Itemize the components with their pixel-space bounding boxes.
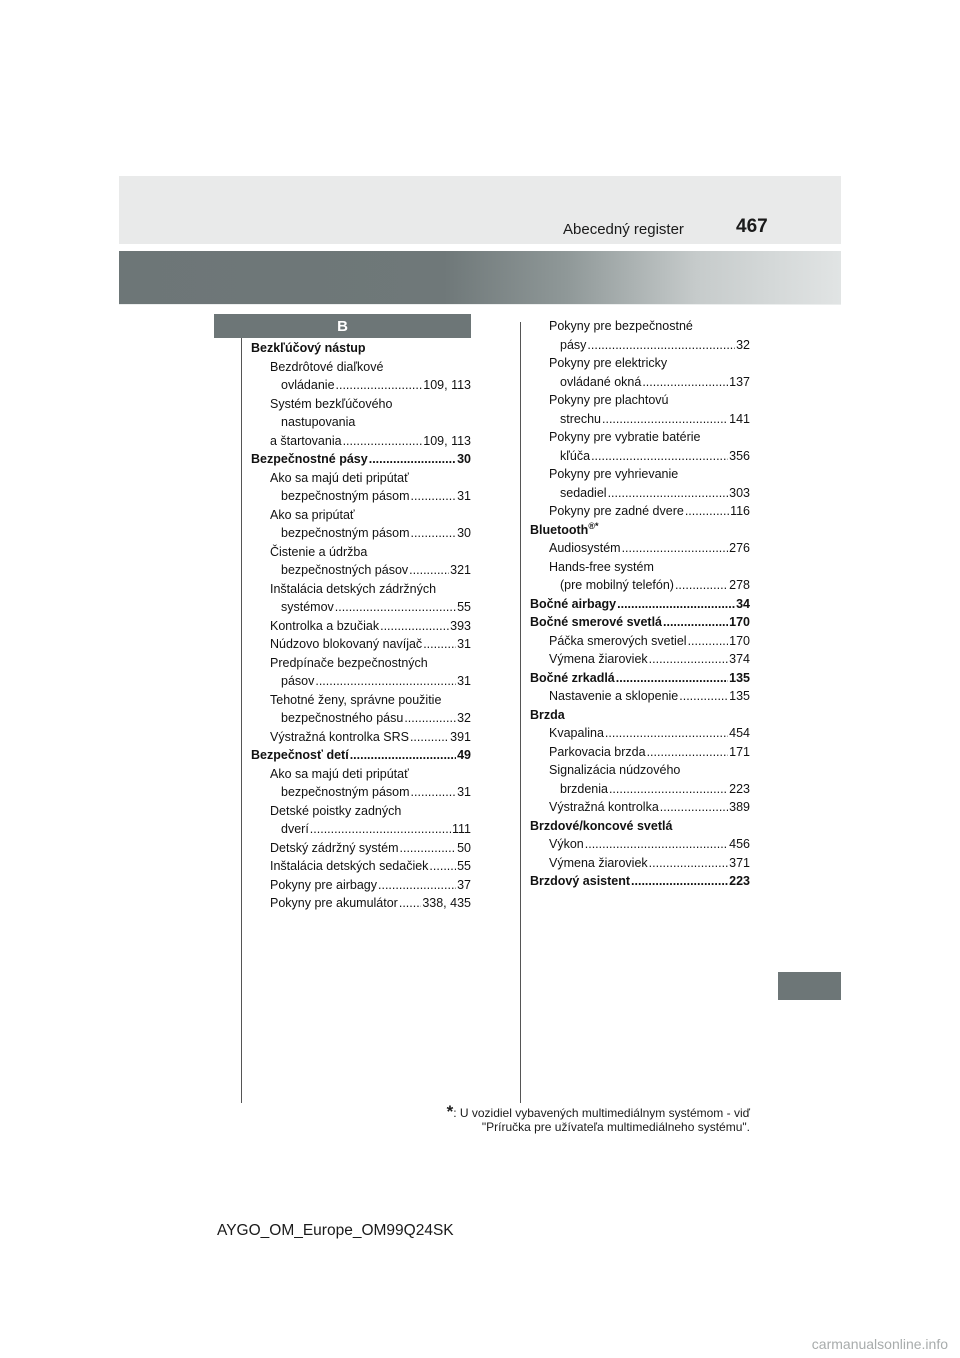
index-entry-term: Bluetooth®* <box>530 520 599 537</box>
index-entry-page: 30 <box>457 452 471 466</box>
index-entry <box>530 502 750 521</box>
index-entry <box>251 765 471 784</box>
index-entry-term: sedadiel <box>560 485 607 500</box>
index-entry <box>251 672 471 691</box>
index-entry-page: 391 <box>450 729 471 744</box>
index-entry-page: 55 <box>457 859 471 873</box>
index-entry <box>530 669 750 688</box>
index-entry-page: 303 <box>729 485 750 500</box>
index-entry <box>530 613 750 632</box>
dot-leader <box>649 854 728 873</box>
index-entry-page: 116 <box>730 504 750 518</box>
index-entry-term: kľúča <box>560 448 591 463</box>
index-entry <box>530 317 750 336</box>
index-entry-term: Pokyny pre airbagy <box>270 877 378 892</box>
footer-document-code: AYGO_OM_Europe_OM99Q24SK <box>217 1222 454 1239</box>
index-entry-term: Audiosystém <box>549 541 621 555</box>
index-entry <box>251 395 471 414</box>
index-entry <box>251 358 471 377</box>
dot-leader <box>380 617 449 636</box>
index-entry-page: 32 <box>457 711 471 725</box>
index-entry-term: Výstražná kontrolka <box>549 800 659 814</box>
index-entry-page: 374 <box>729 652 750 666</box>
index-entry <box>530 872 750 891</box>
index-entry-term: Pokyny pre vybratie batérie <box>549 430 701 444</box>
index-entry-term: ovládané okná <box>560 374 642 389</box>
index-entry <box>530 558 750 577</box>
index-entry-term: Výstražná kontrolka SRS <box>270 729 409 744</box>
index-entry-page: 276 <box>729 541 750 555</box>
index-entry-term: Inštalácia detských sedačiek <box>270 859 429 873</box>
index-entry-page: 223 <box>729 874 750 888</box>
index-entry <box>530 724 750 743</box>
index-entry <box>251 487 471 506</box>
index-entry-term: brzdenia <box>560 781 608 796</box>
index-entry <box>530 706 750 725</box>
dot-leader <box>404 709 456 728</box>
dot-leader <box>369 450 456 469</box>
index-entry-term: Detské poistky zadných <box>270 803 402 818</box>
index-entry <box>530 465 750 484</box>
index-entry <box>530 484 750 503</box>
index-entry-term: Núdzovo blokovaný navíjač <box>270 637 423 651</box>
index-entry <box>530 595 750 614</box>
index-entry-term: Bezkľúčový nástup <box>251 341 366 355</box>
footnote-line-1 <box>446 1102 750 1121</box>
index-entry-term: Brzda <box>530 707 565 722</box>
index-entry-term: Ako sa majú deti pripútať <box>270 766 409 781</box>
index-entry <box>251 802 471 821</box>
index-entry <box>251 709 471 728</box>
index-entry-page: 170 <box>729 633 750 648</box>
index-entry-term: Pokyny pre vyhrievanie <box>549 467 679 481</box>
index-entry-page: 55 <box>457 600 471 614</box>
index-entry-page: 393 <box>450 618 471 633</box>
index-entry-page: 454 <box>729 726 750 740</box>
dot-leader <box>429 857 456 876</box>
index-entry-page: 31 <box>457 674 471 688</box>
index-entry-page: 371 <box>729 855 750 870</box>
dot-leader <box>616 669 728 688</box>
index-entry-term: Systém bezkľúčového <box>270 396 393 411</box>
index-entry-term: Brzdový asistent <box>530 874 631 888</box>
index-entry-term: Kvapalina <box>549 726 604 740</box>
index-entry <box>530 539 750 558</box>
index-entry-term: bezpečnostného pásu <box>281 711 404 725</box>
index-entry <box>530 780 750 799</box>
dot-leader <box>617 595 735 614</box>
index-entry-term: bezpečnostným pásom <box>281 785 410 799</box>
index-entry-term: dverí <box>281 822 309 836</box>
index-entry <box>530 835 750 854</box>
dot-leader <box>679 687 728 706</box>
section-letter-header: B <box>214 314 471 338</box>
dot-leader <box>399 894 421 913</box>
index-entry <box>530 391 750 410</box>
dot-leader <box>400 839 457 858</box>
dot-leader <box>587 336 735 355</box>
index-entry-page: 135 <box>729 670 750 685</box>
index-entry-page: 109, 113 <box>423 433 471 448</box>
index-entry-page: 31 <box>457 785 471 799</box>
index-entry-term: strechu <box>560 411 601 426</box>
index-entry-term: Výmena žiaroviek <box>549 855 648 870</box>
index-entry-term: Pokyny pre akumulátor <box>270 896 398 910</box>
footnote-line-2: "Príručka pre užívateľa multimediálneho systému". <box>481 1120 750 1134</box>
index-entry-term: systémov <box>281 600 334 614</box>
index-entry <box>251 432 471 451</box>
index-entry <box>251 561 471 580</box>
index-entry-page: 170 <box>729 615 750 629</box>
index-entry-term: Ako sa majú deti pripútať <box>270 470 409 485</box>
index-entry <box>251 857 471 876</box>
dot-leader <box>609 780 728 799</box>
index-entry-page: 171 <box>729 744 750 759</box>
index-entry <box>530 354 750 373</box>
index-entry-term: Detský zádržný systém <box>270 840 399 855</box>
index-entry-page: 456 <box>729 837 750 851</box>
index-entry-term: (pre mobilný telefón) <box>560 578 674 592</box>
dot-leader <box>675 576 728 595</box>
index-entry-term: ovládanie <box>281 378 335 392</box>
index-entry-page: 111 <box>451 822 471 836</box>
index-entry-term: Pokyny pre elektricky <box>549 356 668 370</box>
index-entry <box>530 743 750 762</box>
index-entry <box>251 654 471 673</box>
index-entry <box>251 543 471 562</box>
index-entry-term: bezpečnostným pásom <box>281 489 410 503</box>
dot-leader <box>335 598 456 617</box>
index-entry <box>530 761 750 780</box>
index-entry-page: 338, 435 <box>422 896 471 910</box>
banner-divider <box>119 304 841 305</box>
index-entry <box>530 521 750 540</box>
index-entry-page: 31 <box>457 489 471 503</box>
index-entry <box>530 632 750 651</box>
index-entry-term: Výmena žiaroviek <box>549 652 648 666</box>
index-entry-term: Ako sa pripútať <box>270 507 355 522</box>
column-divider-middle <box>520 322 521 1103</box>
dot-leader <box>608 484 729 503</box>
index-column-2 <box>530 317 750 891</box>
index-entry <box>530 817 750 836</box>
dot-leader <box>605 724 728 743</box>
index-entry <box>530 336 750 355</box>
index-entry <box>251 450 471 469</box>
index-entry <box>251 894 471 913</box>
index-entry-page: 50 <box>457 840 471 855</box>
footnote-text-1: : U vozidiel vybavených multimediálnym systémom - viď <box>453 1106 750 1120</box>
footnote <box>446 1102 750 1134</box>
dot-leader <box>378 876 456 895</box>
index-entry <box>251 617 471 636</box>
index-entry-page: 141 <box>729 411 750 426</box>
index-entry-term: pásy <box>560 337 587 352</box>
index-entry-term: Bočné smerové svetlá <box>530 615 663 629</box>
dot-leader <box>423 635 456 654</box>
index-entry-page: 389 <box>729 800 750 814</box>
index-entry-page: 32 <box>736 337 750 352</box>
index-entry-page: 135 <box>729 689 750 703</box>
index-entry <box>251 820 471 839</box>
index-entry <box>530 798 750 817</box>
index-entry-term: Pokyny pre bezpečnostné <box>549 319 693 333</box>
index-entry-page: 137 <box>729 374 750 389</box>
index-entry-term: Pokyny pre zadné dvere <box>549 504 684 518</box>
index-entry <box>251 339 471 358</box>
index-entry <box>251 580 471 599</box>
index-entry-page: 223 <box>729 781 750 796</box>
index-entry <box>530 650 750 669</box>
index-entry-page: 321 <box>450 563 471 577</box>
index-entry <box>530 428 750 447</box>
index-entry-page: 356 <box>729 448 750 463</box>
index-entry <box>251 506 471 525</box>
index-entry <box>251 376 471 395</box>
superscript-mark: ®* <box>588 520 599 531</box>
dot-leader <box>585 835 728 854</box>
chapter-tab <box>778 972 841 1000</box>
index-entry-term: Inštalácia detských zádržných <box>270 581 437 596</box>
index-entry <box>251 746 471 765</box>
index-entry-term: Bezdrôtové diaľkové <box>270 359 384 374</box>
index-entry-page: 34 <box>736 596 750 611</box>
index-entry-term: bezpečnostných pásov <box>281 563 409 577</box>
index-entry-term: Čistenie a údržba <box>270 544 368 559</box>
index-entry-term: nastupovania <box>281 415 356 429</box>
index-entry-term: Bočné zrkadlá <box>530 670 615 685</box>
index-entry <box>251 783 471 802</box>
dot-leader <box>336 376 423 395</box>
index-entry-term: Tehotné ženy, správne použitie <box>270 692 442 707</box>
index-entry-page: 278 <box>729 578 750 592</box>
dot-leader <box>642 373 728 392</box>
index-entry-page: 109, 113 <box>423 378 471 392</box>
index-entry <box>251 598 471 617</box>
footnote-marker: * <box>446 1102 454 1121</box>
index-entry <box>251 728 471 747</box>
index-entry-term: Bočné airbagy <box>530 596 617 611</box>
index-entry-term: Nastavenie a sklopenie <box>549 689 679 703</box>
index-entry-term: Brzdové/koncové svetlá <box>530 818 673 833</box>
index-entry <box>251 691 471 710</box>
dot-leader <box>660 798 728 817</box>
dot-leader <box>411 783 457 802</box>
index-entry-term: Pokyny pre plachtovú <box>549 393 669 407</box>
watermark: carmanualsonline.info <box>811 1336 948 1352</box>
index-entry-page: 37 <box>457 877 471 892</box>
index-entry-page: 49 <box>457 748 471 762</box>
index-entry <box>530 447 750 466</box>
dot-leader <box>310 820 451 839</box>
index-entry-term: Bezpečnostné pásy <box>251 452 368 466</box>
index-entry-page: 30 <box>457 526 471 540</box>
index-entry <box>251 469 471 488</box>
dot-leader <box>591 447 728 466</box>
index-entry-term: Hands-free systém <box>549 559 654 574</box>
index-entry <box>530 373 750 392</box>
dot-leader <box>410 728 449 747</box>
page-number: 467 <box>736 216 768 237</box>
dot-leader <box>647 743 729 762</box>
index-entry-term: Bezpečnosť detí <box>251 748 349 762</box>
dot-leader <box>602 410 728 429</box>
index-entry-term: Parkovacia brzda <box>549 744 646 759</box>
dot-leader <box>685 502 729 521</box>
dot-leader <box>315 672 456 691</box>
index-entry <box>530 576 750 595</box>
index-entry-term: Kontrolka a bzučiak <box>270 618 380 633</box>
dot-leader <box>622 539 729 558</box>
gradient-banner <box>119 251 841 304</box>
index-entry <box>251 413 471 432</box>
index-entry-term: Predpínače bezpečnostných <box>270 655 428 670</box>
index-column-1 <box>251 339 471 913</box>
header-bar <box>119 176 841 244</box>
index-entry <box>251 524 471 543</box>
index-entry <box>251 839 471 858</box>
dot-leader <box>343 432 423 451</box>
column-divider-left <box>241 338 242 1103</box>
index-entry <box>530 687 750 706</box>
index-entry-page: 31 <box>457 637 471 651</box>
index-entry-term: Signalizácia núdzového <box>549 763 681 777</box>
dot-leader <box>688 632 729 651</box>
index-entry <box>530 410 750 429</box>
index-entry-term: Páčka smerových svetiel <box>549 633 687 648</box>
index-entry-term: a štartovania <box>270 433 342 448</box>
dot-leader <box>411 524 457 543</box>
index-entry <box>530 854 750 873</box>
index-entry-term: bezpečnostným pásom <box>281 526 410 540</box>
dot-leader <box>350 746 456 765</box>
header-title: Abecedný register <box>563 221 684 238</box>
index-entry-term: Výkon <box>549 837 584 851</box>
dot-leader <box>411 487 457 506</box>
dot-leader <box>631 872 728 891</box>
index-entry <box>251 876 471 895</box>
index-entry-term: pásov <box>281 674 315 688</box>
dot-leader <box>409 561 449 580</box>
dot-leader <box>649 650 728 669</box>
dot-leader <box>663 613 728 632</box>
index-entry <box>251 635 471 654</box>
